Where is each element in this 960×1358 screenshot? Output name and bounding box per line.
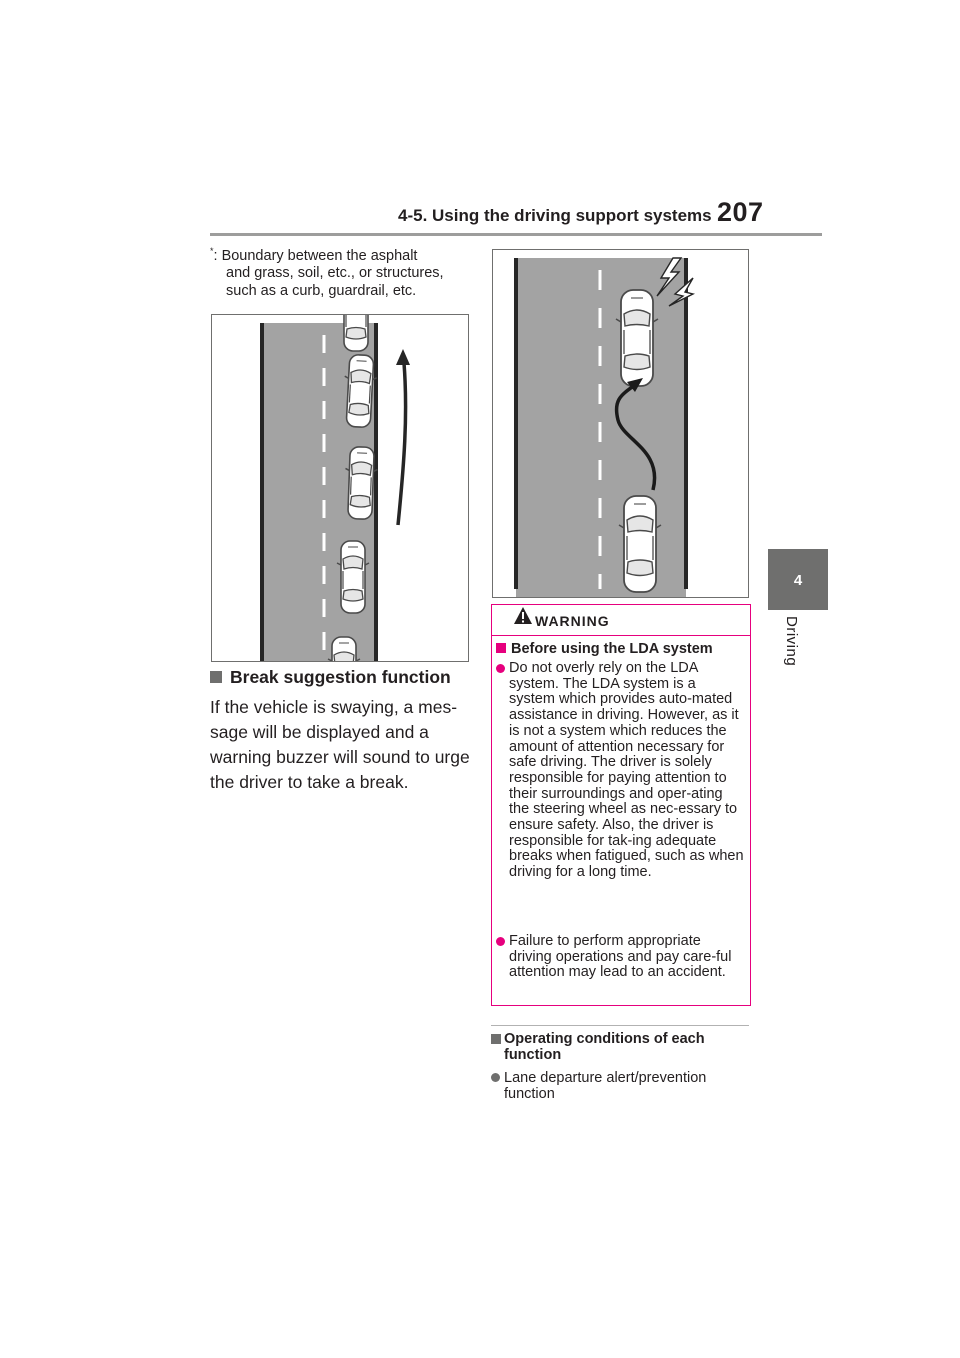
chapter-number: 4 <box>793 572 803 589</box>
footnote-marker: * <box>210 246 214 256</box>
warning-bullet-2: Failure to perform appropriate driving operations and pay care-ful attention may lead to an accident. <box>496 934 744 981</box>
figure-swaying-vehicle <box>211 314 469 662</box>
vehicle-departing <box>616 290 658 386</box>
page-number: 207 <box>717 197 764 227</box>
warning-triangle-icon <box>513 606 533 626</box>
vehicle-top <box>340 315 372 351</box>
section-title: 4-5. Using the driving support systems <box>398 206 712 225</box>
chapter-label: Driving <box>783 616 800 667</box>
bullet-square <box>496 643 506 653</box>
bullet-dot <box>496 664 505 673</box>
bullet-dot <box>496 937 505 946</box>
break-suggestion-body: If the vehicle is swaying, a mes-sage will be displayed and a warning buzzer will sound to urge the driver to take a break. <box>210 697 470 792</box>
bullet-square <box>491 1034 501 1044</box>
operating-conditions-item: Lane departure alert/prevention function <box>491 1070 750 1102</box>
warning-subheading: Before using the LDA system <box>496 641 713 657</box>
warning-bullet-1: Do not overly rely on the LDA system. The LDA system is a system which provides auto-mated assistance in driving. However, as it is not a system which reduces the amount of attention necessary for safe driving. The driver is solely responsible for paying attention to their surroundings and oper-ating the steering wheel as nec-essary to ensure safety. Also, the driver is responsible for tak-ing adequate breaks when fatigued, such as when driving for a long time. <box>496 661 744 881</box>
footnote-line-3: such as a curb, guardrail, etc. <box>226 282 417 299</box>
footnote <box>210 243 470 300</box>
header-rule <box>210 233 822 236</box>
break-suggestion-heading: Break suggestion function <box>210 667 451 688</box>
bullet-square <box>210 671 222 683</box>
figure-lane-departure <box>492 249 749 598</box>
vehicle-start <box>619 496 661 592</box>
operating-conditions-heading: Operating conditions of each function <box>491 1031 762 1063</box>
footnote-line-1: : Boundary between the asphalt <box>213 247 418 264</box>
path-arrow <box>398 363 406 525</box>
footnote-line-2: and grass, soil, etc., or structures, <box>226 265 444 282</box>
vehicle-4 <box>337 541 369 613</box>
bullet-dot <box>491 1073 500 1082</box>
section-divider <box>491 1025 749 1026</box>
warning-title: WARNING <box>535 613 610 629</box>
